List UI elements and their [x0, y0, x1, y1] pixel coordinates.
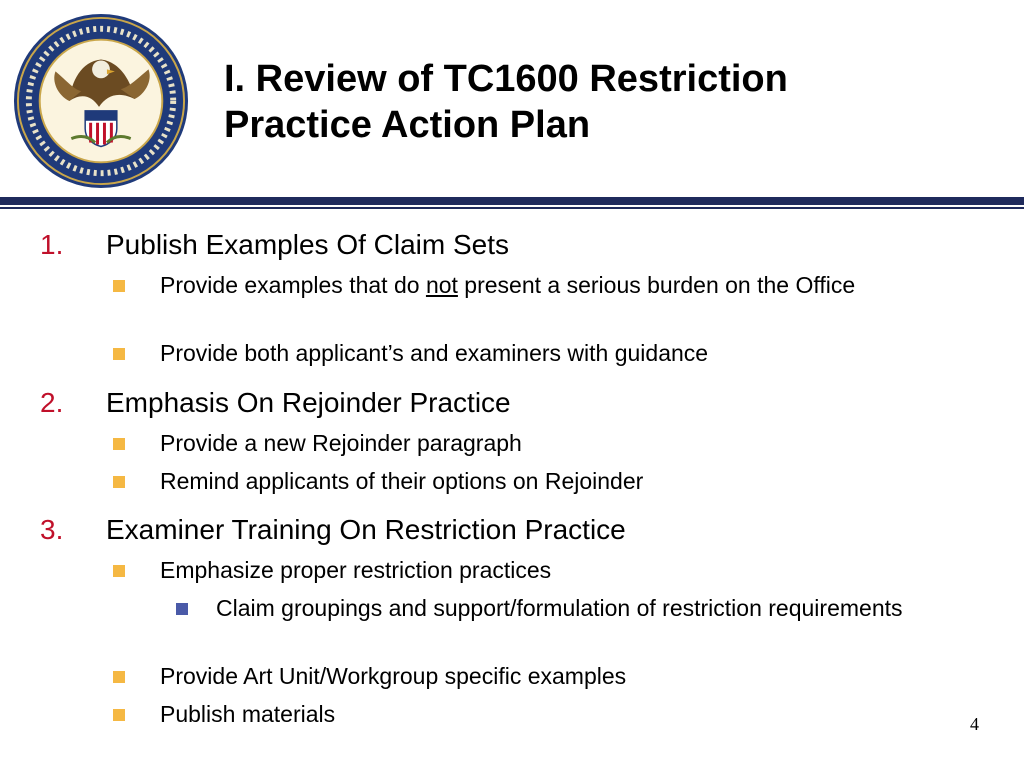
bullet-text: Publish materials [160, 701, 336, 727]
bullet-text: Provide a new Rejoinder paragraph [160, 430, 522, 456]
item-heading: Publish Examples Of Claim Sets [106, 229, 510, 260]
bullet-text: Emphasize proper restriction practices [160, 557, 552, 583]
square-bullet-icon [113, 280, 125, 292]
bullet-text [160, 270, 960, 300]
slide-title-line-1: I. Review of TC1600 Restriction [224, 58, 788, 100]
square-bullet-icon [113, 671, 125, 683]
bullet-text-part: Provide examples that do [160, 272, 426, 298]
bullet-text: Remind applicants of their options on Rejoinder [160, 468, 644, 494]
item-heading: Examiner Training On Restriction Practice [106, 514, 626, 545]
slide-title [224, 56, 984, 148]
slide-title-line-2: Practice Action Plan [224, 104, 591, 146]
square-bullet-icon [113, 476, 125, 488]
item-number: 3. [40, 514, 64, 545]
bullet-text: Provide Art Unit/Workgroup specific examples [160, 663, 627, 689]
title-divider-thin [0, 207, 1024, 209]
square-bullet-icon [113, 565, 125, 577]
sub-bullet-text: Claim groupings and support/formulation of restriction requirements [216, 595, 903, 621]
title-divider-thick [0, 197, 1024, 205]
bullet-text-part: present a serious burden on the Office [457, 272, 856, 298]
item-number: 2. [40, 387, 64, 418]
square-bullet-icon [113, 709, 125, 721]
square-bullet-icon [176, 603, 188, 615]
item-number: 1. [40, 229, 64, 260]
square-bullet-icon [113, 348, 125, 360]
page-number: 4 [970, 714, 979, 734]
uspto-seal-logo [12, 12, 190, 190]
square-bullet-icon [113, 438, 125, 450]
item-heading: Emphasis On Rejoinder Practice [106, 387, 511, 418]
bullet-text: Provide both applicant’s and examiners with guidance [160, 340, 709, 366]
bullet-emphasis: not [425, 272, 458, 298]
